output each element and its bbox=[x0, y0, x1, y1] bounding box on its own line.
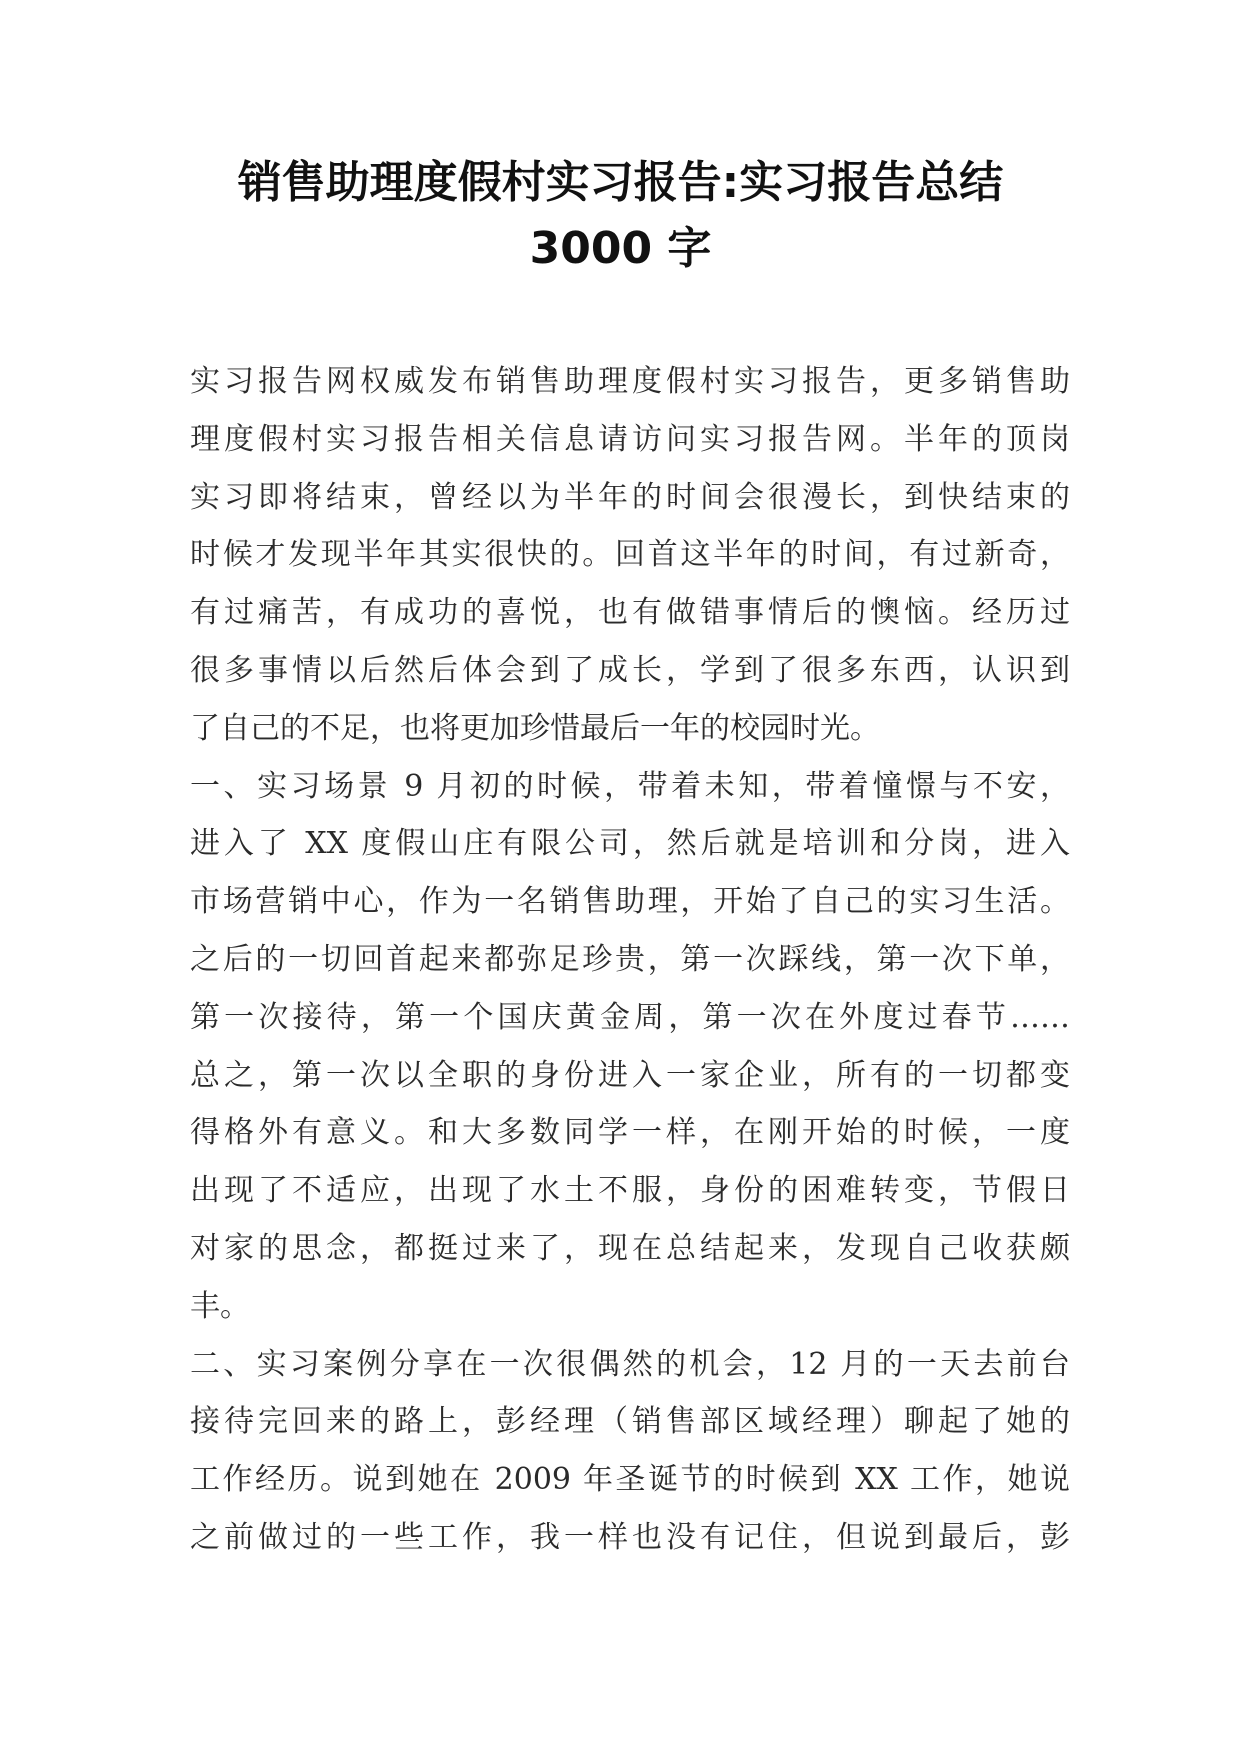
body-line: 丰。 bbox=[190, 1288, 250, 1324]
body-line: 得格外有意义。和大多数同学一样，在刚开始的时候，一度 bbox=[190, 1115, 1070, 1151]
body-line: 总之，第一次以全职的身份进入一家企业，所有的一切都变 bbox=[190, 1057, 1070, 1093]
document-body bbox=[190, 353, 1070, 1567]
body-line: 工作经历。说到她在 2009 年圣诞节的时候到 XX 工作，她说 bbox=[190, 1462, 1070, 1498]
body-line: 第一次接待，第一个国庆黄金周，第一次在外度过春节…… bbox=[190, 999, 1070, 1035]
document-title bbox=[150, 150, 1091, 282]
body-line: 实习即将结束，曾经以为半年的时间会很漫长，到快结束的 bbox=[190, 479, 1070, 515]
body-line: 二、实习案例分享在一次很偶然的机会，12 月的一天去前台 bbox=[190, 1346, 1070, 1382]
body-line: 之后的一切回首起来都弥足珍贵，第一次踩线，第一次下单， bbox=[190, 941, 1070, 977]
body-line: 一、实习场景 9 月初的时候，带着未知，带着憧憬与不安， bbox=[190, 768, 1070, 804]
body-line: 很多事情以后然后体会到了成长，学到了很多东西，认识到 bbox=[190, 652, 1070, 688]
title-line-2: 3000 字 bbox=[529, 223, 712, 274]
body-line: 时候才发现半年其实很快的。回首这半年的时间，有过新奇， bbox=[190, 537, 1070, 573]
body-line: 理度假村实习报告相关信息请访问实习报告网。半年的顶岗 bbox=[190, 421, 1070, 457]
body-line: 出现了不适应，出现了水土不服，身份的困难转变，节假日 bbox=[190, 1173, 1070, 1209]
title-line-1: 销售助理度假村实习报告:实习报告总结 bbox=[237, 157, 1004, 208]
body-line: 进入了 XX 度假山庄有限公司，然后就是培训和分岗，进入 bbox=[190, 826, 1070, 862]
body-line: 接待完回来的路上，彭经理（销售部区域经理）聊起了她的 bbox=[190, 1404, 1070, 1440]
body-line: 实习报告网权威发布销售助理度假村实习报告，更多销售助 bbox=[190, 364, 1070, 399]
body-line: 市场营销中心，作为一名销售助理，开始了自己的实习生活。 bbox=[190, 884, 1070, 920]
body-line: 之前做过的一些工作，我一样也没有记住，但说到最后，彭 bbox=[190, 1519, 1070, 1555]
body-line: 了自己的不足，也将更加珍惜最后一年的校园时光。 bbox=[190, 710, 880, 746]
body-line: 对家的思念，都挺过来了，现在总结起来，发现自己收获颇 bbox=[190, 1230, 1070, 1266]
body-line: 有过痛苦，有成功的喜悦，也有做错事情后的懊恼。经历过 bbox=[190, 595, 1070, 631]
